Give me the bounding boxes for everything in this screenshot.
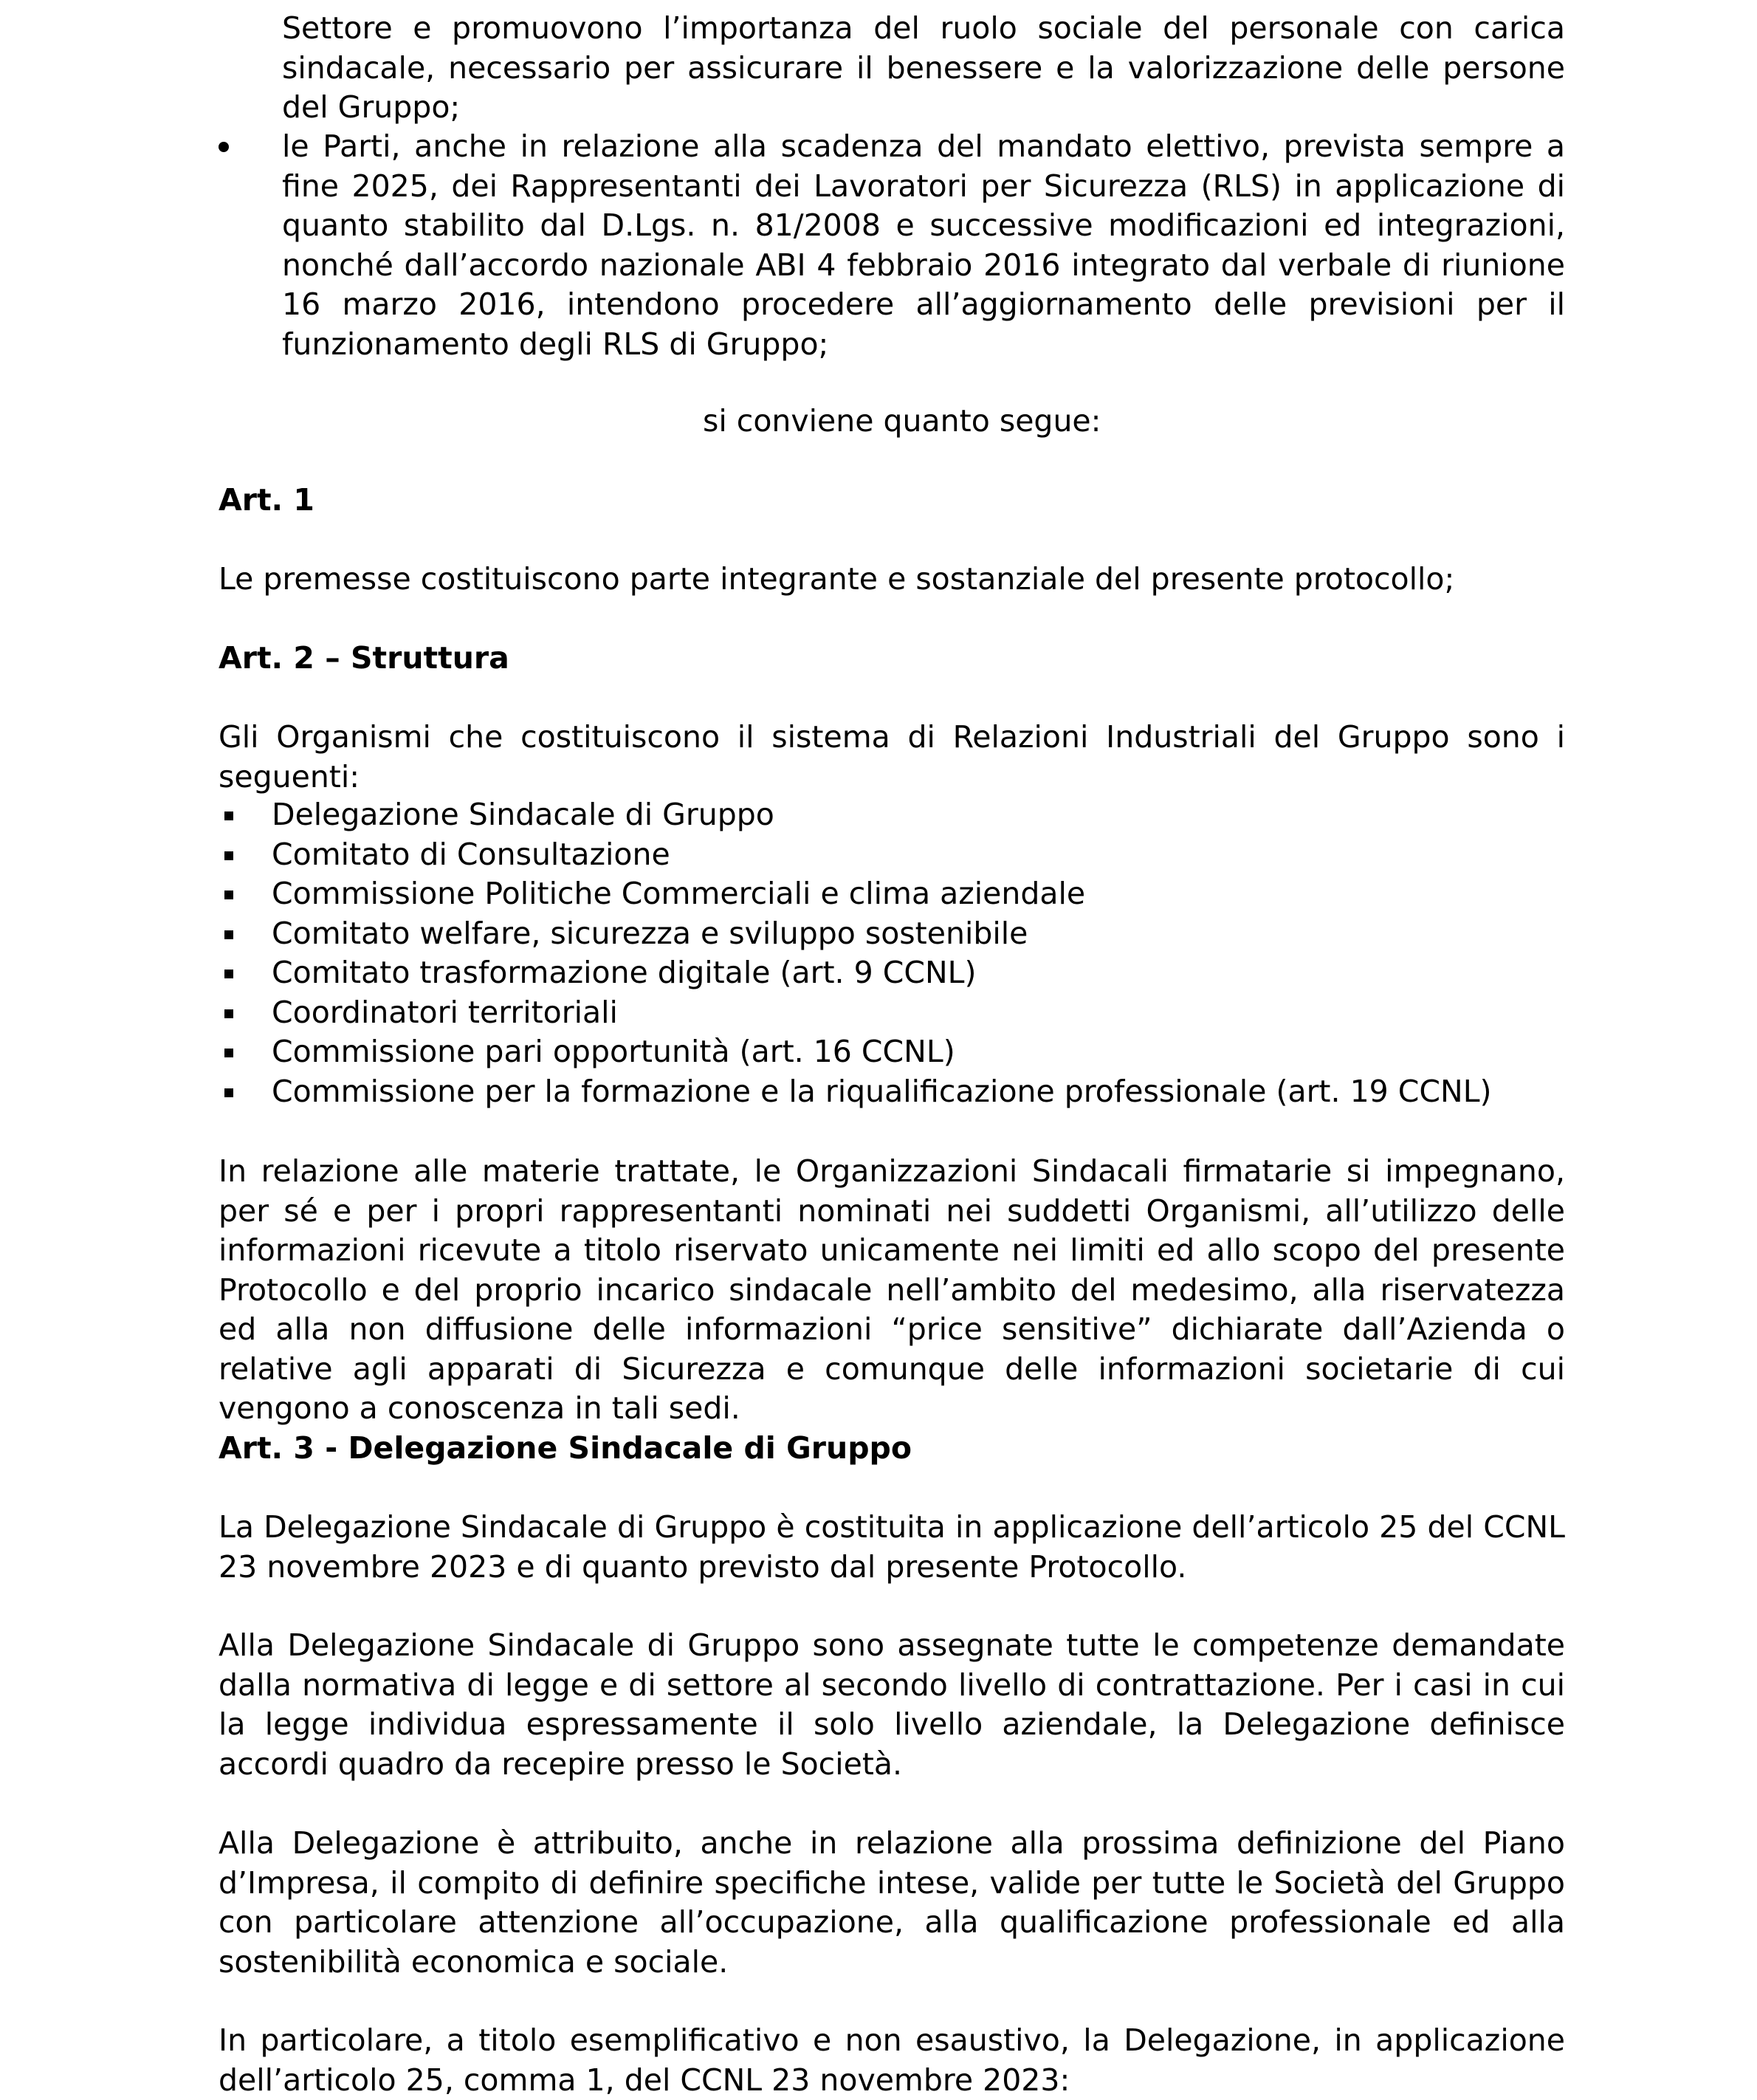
list-item: Comitato welfare, sicurezza e sviluppo sostenibile	[219, 914, 1492, 954]
art1-text: Le premesse costituiscono parte integrante e sostanziale del presente protocollo;	[219, 561, 1455, 597]
list-item: Commissione Politiche Commerciali e clima aziendale	[219, 874, 1492, 914]
art3-paragraph-4: In particolare, a titolo esemplificativo e non esaustivo, la Delegazione, in applicazione dell’articolo 25, comma 1, del CCNL 23 novembre 2023:	[219, 2022, 1565, 2098]
art3-paragraph-3: Alla Delegazione è attribuito, anche in relazione alla prossima definizione del Piano d’Impresa, il compito di definire specifiche intese, valide per tutte le Società del Gruppo con particolare attenzione all’occupazione, alla qualificazione professionale ed alla sostenibilità economica e sociale.	[219, 1825, 1565, 1980]
art3-paragraph-1: La Delegazione Sindacale di Gruppo è costituita in applicazione dell’articolo 25 del CCNL 23 novembre 2023 e di quanto previsto dal presente Protocollo.	[219, 1509, 1565, 1585]
art1-heading: Art. 1	[219, 482, 314, 518]
art2-intro: Gli Organismi che costituiscono il sistema di Relazioni Industriali del Gruppo sono i seguenti:	[219, 719, 1565, 795]
list-item: Commissione pari opportunità (art. 16 CCNL)	[219, 1032, 1492, 1072]
square-bullet-icon	[224, 851, 233, 860]
bullet-dot-icon	[219, 142, 229, 152]
square-bullet-icon	[224, 970, 233, 978]
square-bullet-icon	[224, 1009, 233, 1018]
square-bullet-icon	[224, 1088, 233, 1097]
list-item: Delegazione Sindacale di Gruppo	[219, 795, 1492, 835]
square-bullet-icon	[224, 1049, 233, 1057]
list-item: Comitato di Consultazione	[219, 835, 1492, 875]
confidentiality-paragraph: In relazione alle materie trattate, le Organizzazioni Sindacali firmatarie si impegnano, per sé e per i propri rappresentanti nominati nei suddetti Organismi, all’utilizzo delle informazioni ricevute a titolo riservato unicamente nei limiti ed allo scopo del presente Protocollo e del proprio incarico sindacale nell’ambito del medesimo, alla riservatezza ed alla non diffusione delle informazioni “price sensitive” dichiarate dall’Azienda o relative agli apparati di Sicurezza e comunque delle informazioni societarie di cui vengono a conoscenza in tali sedi.	[219, 1153, 1565, 1426]
art3-heading: Art. 3 - Delegazione Sindacale di Gruppo	[219, 1430, 912, 1466]
square-bullet-icon	[224, 930, 233, 939]
agreement-statement: si conviene quanto segue:	[703, 403, 1101, 439]
square-bullet-icon	[224, 891, 233, 899]
intro-continuation-paragraph: Settore e promuovono l’importanza del ruolo sociale del personale con carica sindacale, necessario per assicurare il benessere e la valorizzazione delle persone del Gruppo;	[282, 10, 1565, 125]
list-item: Coordinatori territoriali	[219, 993, 1492, 1033]
organisms-list	[219, 795, 1492, 1111]
art2-heading: Art. 2 – Struttura	[219, 640, 509, 676]
list-item: Comitato trasformazione digitale (art. 9 CCNL)	[219, 953, 1492, 993]
list-item: Commissione per la formazione e la riqualificazione professionale (art. 19 CCNL)	[219, 1072, 1492, 1112]
art3-paragraph-2: Alla Delegazione Sindacale di Gruppo sono assegnate tutte le competenze demandate dalla normativa di legge e di settore al secondo livello di contrattazione. Per i casi in cui la legge individua espressamente il solo livello aziendale, la Delegazione definisce accordi quadro da recepire presso le Società.	[219, 1627, 1565, 1782]
rls-bullet-paragraph: le Parti, anche in relazione alla scadenza del mandato elettivo, prevista sempre a fine 2025, dei Rappresentanti dei Lavoratori per Sicurezza (RLS) in applicazione di quanto stabilito dal D.Lgs. n. 81/2008 e successive modificazioni ed integrazioni, nonché dall’accordo nazionale ABI 4 febbraio 2016 integrato dal verbale di riunione 16 marzo 2016, intendono procedere all’aggiornamento delle previsioni per il funzionamento degli RLS di Gruppo;	[282, 128, 1565, 362]
square-bullet-icon	[224, 811, 233, 820]
